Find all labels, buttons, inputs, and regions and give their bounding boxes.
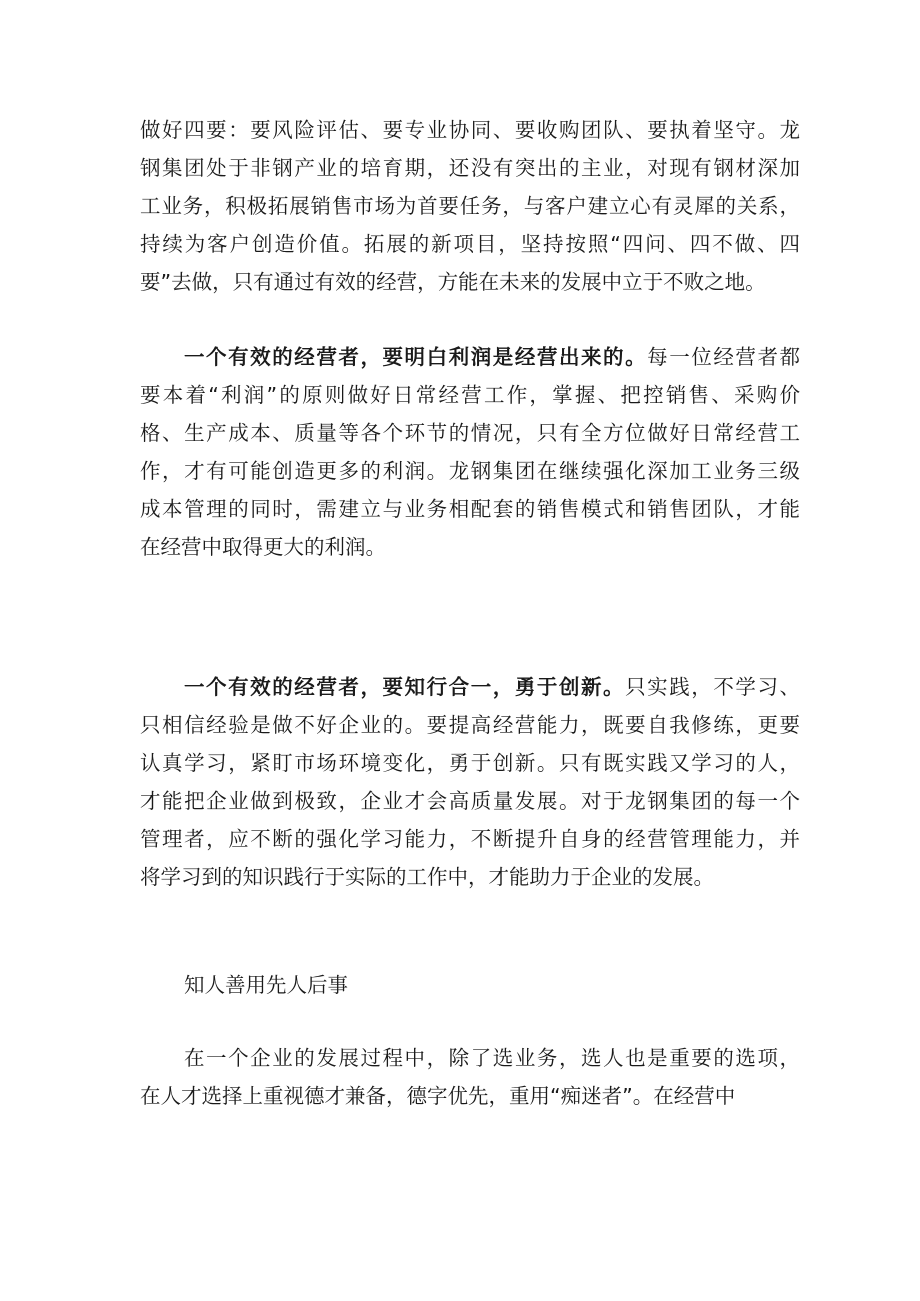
paragraph-line: 在经营中取得更大的利润。 xyxy=(140,535,386,559)
paragraph-innovation xyxy=(140,668,800,896)
paragraph-line: 作，才有可能创造更多的利润。龙钢集团在继续强化深加工业务三级 xyxy=(140,459,800,483)
lead-continuation: 每一位经营者都 xyxy=(647,345,801,369)
paragraph-line: 在人才选择上重视德才兼备，德字优先，重用“痴迷者”。在经营中 xyxy=(140,1084,736,1108)
paragraph-four-requirements xyxy=(140,111,800,301)
lead-continuation: 只实践，不学习、 xyxy=(625,675,801,699)
bold-lead-sentence: 一个有效的经营者，要明白利润是经营出来的。 xyxy=(184,345,648,369)
paragraph-line: 才能把企业做到极致，企业才会高质量发展。对于龙钢集团的每一个 xyxy=(140,789,800,813)
paragraph-line: 成本管理的同时，需建立与业务相配套的销售模式和销售团队，才能 xyxy=(140,497,800,521)
paragraph-talent xyxy=(140,1039,800,1115)
paragraph-first-line: 在一个企业的发展过程中，除了选业务，选人也是重要的选项， xyxy=(184,1046,800,1070)
paragraph-line: 做好四要：要风险评估、要专业协同、要收购团队、要执着坚守。龙 xyxy=(140,118,800,142)
paragraph-line: 持续为客户创造价值。拓展的新项目，坚持按照“四问、四不做、四 xyxy=(140,232,800,256)
paragraph-line: 管理者，应不断的强化学习能力，不断提升自身的经营管理能力，并 xyxy=(140,827,800,851)
paragraph-line: 要本着“利润”的原则做好日常经营工作，掌握、把控销售、采购价 xyxy=(140,383,800,407)
paragraph-line: 将学习到的知识践行于实际的工作中，才能助力于企业的发展。 xyxy=(140,865,714,889)
bold-lead-sentence: 一个有效的经营者，要知行合一，勇于创新。 xyxy=(184,675,626,699)
paragraph-line: 工业务，积极拓展销售市场为首要任务，与客户建立心有灵犀的关系， xyxy=(140,194,800,218)
paragraph-line: 认真学习，紧盯市场环境变化，勇于创新。只有既实践又学习的人， xyxy=(140,751,800,775)
section-heading xyxy=(140,966,800,1004)
paragraph-line: 钢集团处于非钢产业的培育期，还没有突出的主业，对现有钢材深加 xyxy=(140,156,800,180)
paragraph-line: 只相信经验是做不好企业的。要提高经营能力，既要自我修练，更要 xyxy=(140,713,800,737)
paragraph-first-line xyxy=(140,338,800,376)
paragraph-profit xyxy=(140,338,800,566)
section-heading-text: 知人善用先人后事 xyxy=(184,973,348,997)
paragraph-line: 格、生产成本、质量等各个环节的情况，只有全方位做好日常经营工 xyxy=(140,421,800,445)
paragraph-first-line xyxy=(140,668,800,706)
paragraph-line: 要”去做，只有通过有效的经营，方能在未来的发展中立于不败之地。 xyxy=(140,270,766,294)
